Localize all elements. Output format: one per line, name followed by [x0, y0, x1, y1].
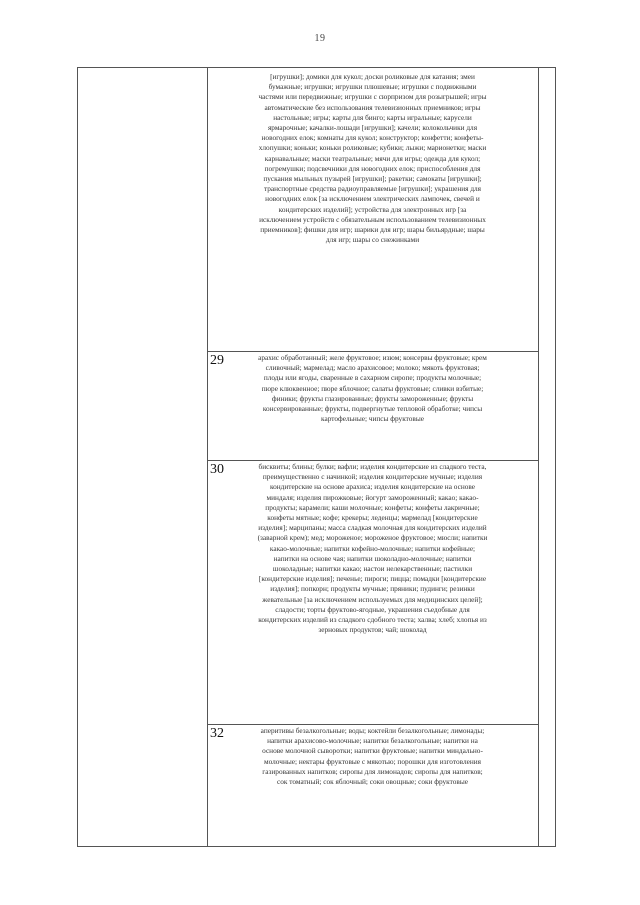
goods-classification-table — [77, 67, 556, 847]
table-row — [207, 352, 538, 460]
class-number: 29 — [210, 353, 224, 368]
goods-list: [игрушки]; домики для кукол; доски роликовые для катания; змеи бумажные; игрушки; игрушки плюшевые; игрушки с подвижными частями или передвижные; игрушки с сюрпризом для розыгрышей; игры автоматические без использования телевизионных приемников; игры настольные; игры; карты для бинго; карты игральные; карусели ярмарочные; качалки-лошади [игрушки]; качели; колокольчики для новогодних елок; комнаты для кукол; конструктор; конфетти; конфеты-хлопушки; коньки; коньки роликовые; кубики; лыжи; марионетки; маски карнавальные; маски театральные; мячи для игры; одежда для кукол; погремушки; подсвечники для новогодних елок; приспособления для пускания мыльных пузырей [игрушки]; ракетки; самокаты [игрушки]; транспортные средства радиоуправляемые [игрушки]; украшения для новогодних елок [за исключением электрических лампочек, свечей и кондитерских изделий]; устройства для электронных игр [за исключением устройств с обязательным использованием телевизионных приемников]; фишки для игр; шарики для игр; шары бильярдные; шары для игр; шары со снежинками — [258, 72, 487, 245]
column-divider — [538, 68, 539, 846]
table-row — [207, 68, 538, 351]
class-number: 30 — [210, 462, 224, 477]
table-row — [207, 725, 538, 845]
class-number: 32 — [210, 726, 224, 741]
goods-list: аперитивы безалкогольные; воды; коктейли безалкогольные; лимонады; напитки арахисово-молочные; напитки безалкогольные; напитки на основе молочной сыворотки; напитки фруктовые; напитки миндально-молочные; нектары фруктовые с мякотью; порошки для изготовления газированных напитков; сиропы для лимонадов; сиропы для напитков; сок томатный; сок яблочный; соки овощные; соки фруктовые — [260, 726, 485, 787]
goods-list: арахис обработанный; желе фруктовое; изюм; консервы фруктовые; крем сливочный; мармелад; масло арахисовое; молоко; мякоть фруктовая; плоды или ягоды, сваренные в сахарном сиропе; продукты молочные; пюре клюквенное; пюре яблочное; салаты фруктовые; сливки взбитые; финики; фрукты глазированные; фрукты замороженные; фрукты консервированные; фрукты, подвергнутые тепловой обработке; чипсы картофельные; чипсы фруктовые — [258, 353, 487, 424]
goods-list: бисквиты; блины; булки; вафли; изделия кондитерские из сладкого теста, преимущественно с начинкой; изделия кондитерские мучные; изделия кондитерские на основе арахиса; изделия кондитерские на основе миндаля; изделия пирожковые; йогурт замороженный; какао; какао-продукты; карамели; каши молочные; конфеты; конфеты лакричные; конфеты мятные; кофе; крекеры; леденцы; мармелад [кондитерские изделия]; марципаны; масса сладкая молочная для кондитерских изделий (заварной крем); мед; мороженое; мороженое фруктовое; мюсли; напитки какао-молочные; напитки кофейно-молочные; напитки кофейные; напитки на основе чая; напитки шоколадно-молочные; напитки шоколадные; напитки какао; настои нелекарственные; пастилки [кондитерские изделия]; печенье; пироги; пицца; помадки [кондитерские изделия]; попкорн; продукты мучные; пряники; пудинги; резинки жевательные [за исключением используемых для медицинских целей]; сладости; торты фруктово-ягодные, украшения съедобные для кондитерских изделий из сладкого сдобного теста; халва; хлеб; хлопья из зерновых продуктов; чай; шоколад — [257, 462, 488, 635]
table-row — [207, 461, 538, 724]
page-number: 19 — [314, 33, 326, 44]
